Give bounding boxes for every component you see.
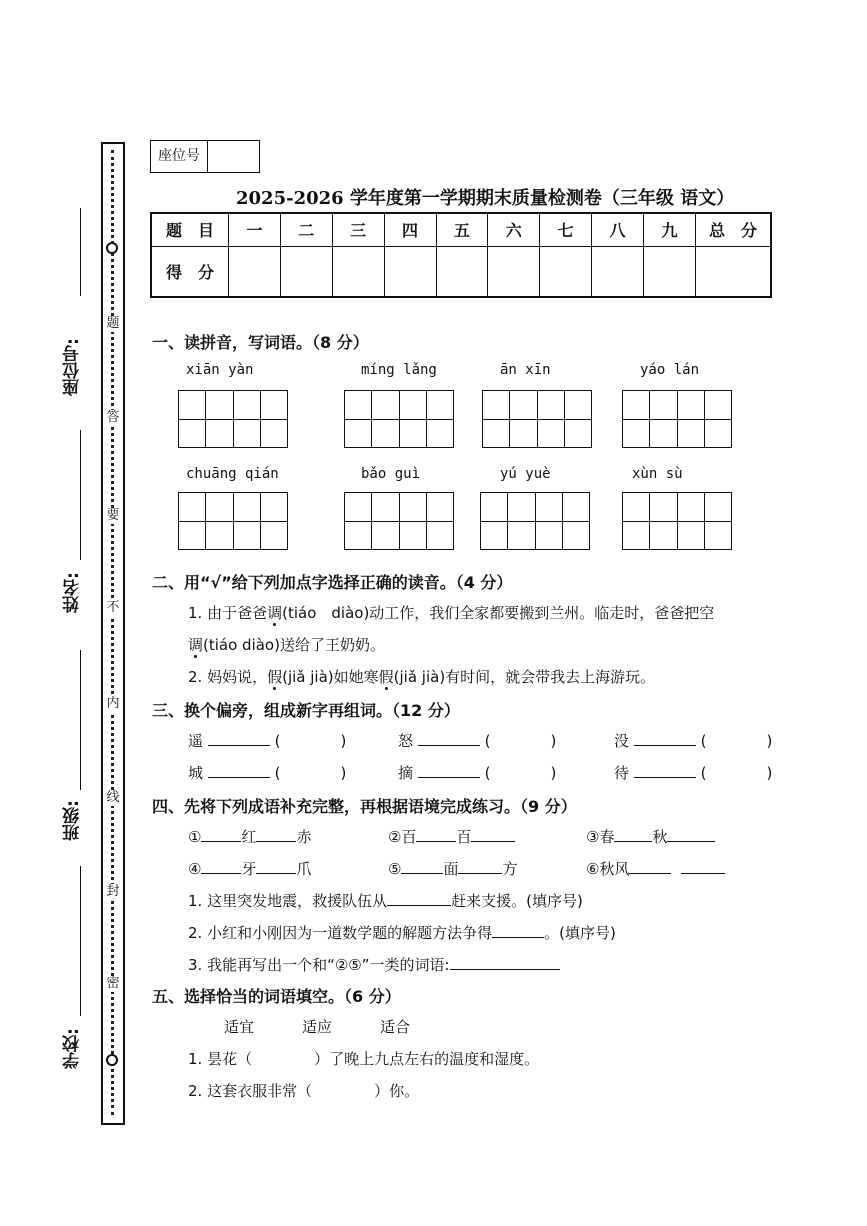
page-title: 2025-2026 学年度第一学期期末质量检测卷（三年级 语文） bbox=[236, 188, 735, 209]
sec3-blank-3[interactable] bbox=[634, 745, 696, 746]
sec3-paren-close-1: ) bbox=[340, 732, 347, 750]
sec4-q2-end: 。(填序号) bbox=[544, 924, 616, 942]
sec3-paren-close-6: ) bbox=[766, 764, 773, 782]
class-label: 班级: bbox=[63, 800, 83, 841]
sec3-paren-close-4: ) bbox=[340, 764, 347, 782]
idiom-2-blank-1[interactable] bbox=[416, 841, 456, 842]
score-col-9: 九 bbox=[644, 213, 696, 246]
write-grid-1[interactable] bbox=[178, 390, 288, 448]
sec3-paren-open-5: ( bbox=[484, 764, 491, 782]
strip-char-xian: 线 bbox=[104, 790, 122, 806]
sec3-paren-open-2: ( bbox=[484, 732, 491, 750]
write-grid-2[interactable] bbox=[344, 390, 454, 448]
sec3-blank-2[interactable] bbox=[418, 745, 480, 746]
sec2-q1-dot-char-2: 调 bbox=[188, 636, 204, 654]
score-col-4: 四 bbox=[384, 213, 436, 246]
idiom-4-char-1: 牙 bbox=[241, 860, 257, 878]
sec3-paren-open-4: ( bbox=[274, 764, 281, 782]
idiom-4 bbox=[188, 858, 311, 879]
score-col-3: 三 bbox=[332, 213, 384, 246]
word-option-2: 适应 bbox=[302, 1018, 333, 1036]
write-grid-7[interactable] bbox=[480, 492, 590, 550]
sec4-q2-text: 2. 小红和小刚因为一道数学题的解题方法争得 bbox=[188, 924, 493, 942]
idiom-3-blank-2[interactable] bbox=[667, 841, 715, 842]
write-grid-5[interactable] bbox=[178, 492, 288, 550]
seat-number-field[interactable] bbox=[208, 141, 259, 172]
sec2-q1-dot-char-1: 调 bbox=[267, 604, 283, 622]
pinyin-7: yú yuè bbox=[500, 466, 551, 482]
score-cell-1[interactable] bbox=[229, 246, 281, 297]
seat-line bbox=[80, 208, 81, 296]
sec3-paren-open-1: ( bbox=[274, 732, 281, 750]
idiom-3-char-1: 秋 bbox=[652, 828, 668, 846]
sec2-q1-part-a: 1. 由于爸爸 bbox=[188, 604, 268, 622]
score-row2-head: 得 分 bbox=[151, 246, 229, 297]
sec3-char-1: 遥 bbox=[188, 732, 204, 750]
sec3-paren-close-5: ) bbox=[550, 764, 557, 782]
sec2-q2-part-b[interactable]: (jiǎ jià)如她寒 bbox=[282, 668, 379, 686]
section-3-heading: 三、换个偏旁，组成新字再组词。（12 分） bbox=[152, 701, 460, 720]
sec4-q2-blank[interactable] bbox=[492, 937, 544, 938]
score-cell-4[interactable] bbox=[384, 246, 436, 297]
score-col-5: 五 bbox=[436, 213, 488, 246]
score-col-2: 二 bbox=[280, 213, 332, 246]
write-grid-8[interactable] bbox=[622, 492, 732, 550]
score-cell-total[interactable] bbox=[696, 246, 772, 297]
sec2-q1-part-c[interactable]: (tiáo diào)送给了王奶奶。 bbox=[203, 636, 385, 654]
sec3-blank-5[interactable] bbox=[418, 777, 480, 778]
score-col-6: 六 bbox=[488, 213, 540, 246]
section-5-heading: 五、选择恰当的词语填空。（6 分） bbox=[152, 987, 401, 1006]
sec4-q3-text: 3. 我能再写出一个和“②⑤”一类的词语: bbox=[188, 956, 450, 974]
score-col-8: 八 bbox=[592, 213, 644, 246]
idiom-5-num: ⑤ bbox=[388, 860, 402, 878]
idiom-6-num: ⑥秋风 bbox=[586, 860, 630, 878]
idiom-3 bbox=[586, 826, 715, 847]
idiom-5-blank-1[interactable] bbox=[401, 873, 443, 874]
idiom-4-char-2: 爪 bbox=[296, 860, 312, 878]
idiom-1-num: ① bbox=[188, 828, 202, 846]
name-label: 姓名: bbox=[63, 572, 83, 613]
name-line bbox=[80, 430, 81, 560]
idiom-3-blank-1[interactable] bbox=[614, 841, 652, 842]
sec4-q2 bbox=[188, 922, 616, 943]
sec3-item-3 bbox=[614, 730, 772, 751]
sec3-paren-open-3: ( bbox=[700, 732, 707, 750]
sec3-char-2: 怒 bbox=[398, 732, 414, 750]
idiom-1-char-2: 赤 bbox=[296, 828, 312, 846]
idiom-1-blank-1[interactable] bbox=[201, 841, 241, 842]
seat-label: 座位号: bbox=[63, 338, 83, 396]
word-option-1: 适宜 bbox=[224, 1018, 255, 1036]
score-row1-head: 题 目 bbox=[151, 213, 229, 246]
class-line bbox=[80, 650, 81, 790]
write-grid-4[interactable] bbox=[622, 390, 732, 448]
sec5-q1-part-b: ）了晚上九点左右的温度和湿度。 bbox=[314, 1050, 540, 1068]
idiom-5 bbox=[388, 858, 517, 879]
score-col-1: 一 bbox=[229, 213, 281, 246]
score-table bbox=[150, 212, 772, 298]
score-cell-5[interactable] bbox=[436, 246, 488, 297]
idiom-5-char-1: 面 bbox=[443, 860, 459, 878]
write-grid-6[interactable] bbox=[344, 492, 454, 550]
sec4-q1-text: 1. 这里突发地震，救援队伍从 bbox=[188, 892, 388, 910]
idiom-4-num: ④ bbox=[188, 860, 202, 878]
idiom-3-num: ③春 bbox=[586, 828, 615, 846]
pinyin-3: ān xīn bbox=[500, 362, 551, 378]
sec4-q1 bbox=[188, 890, 583, 911]
sec3-paren-close-3: ) bbox=[766, 732, 773, 750]
section-1-heading: 一、读拼音，写词语。（8 分） bbox=[152, 333, 369, 352]
sec3-paren-close-2: ) bbox=[550, 732, 557, 750]
pinyin-6: bǎo guì bbox=[361, 466, 421, 482]
idiom-6-blank-1[interactable] bbox=[629, 873, 671, 874]
strip-char-nei: 内 bbox=[104, 696, 122, 712]
idiom-1-blank-2[interactable] bbox=[256, 841, 296, 842]
sec3-item-5 bbox=[398, 762, 556, 783]
section-4-heading: 四、先将下列成语补充完整，再根据语境完成练习。（9 分） bbox=[152, 797, 577, 816]
idiom-5-blank-2[interactable] bbox=[458, 873, 502, 874]
sec3-blank-4[interactable] bbox=[208, 777, 270, 778]
idiom-2-blank-2[interactable] bbox=[471, 841, 515, 842]
strip-char-mi: 密 bbox=[104, 976, 122, 992]
score-cell-7[interactable] bbox=[540, 246, 592, 297]
score-cell-2[interactable] bbox=[280, 246, 332, 297]
idiom-4-blank-1[interactable] bbox=[201, 873, 241, 874]
sec3-item-4 bbox=[188, 762, 346, 783]
seat-number-label: 座位号 bbox=[151, 141, 208, 172]
sec4-q3 bbox=[188, 954, 560, 975]
sec3-item-1 bbox=[188, 730, 346, 751]
pinyin-5: chuāng qián bbox=[186, 466, 279, 482]
strip-circle-top bbox=[106, 242, 118, 254]
sec4-q1-blank[interactable] bbox=[387, 905, 451, 906]
score-col-total: 总 分 bbox=[696, 213, 772, 246]
score-cell-8[interactable] bbox=[592, 246, 644, 297]
idiom-1 bbox=[188, 826, 311, 847]
pinyin-8: xùn sù bbox=[632, 466, 683, 482]
strip-char-ti: 题 bbox=[104, 316, 122, 332]
strip-char-da: 答 bbox=[104, 410, 122, 426]
idiom-4-blank-2[interactable] bbox=[256, 873, 296, 874]
write-grid-3[interactable] bbox=[482, 390, 592, 448]
sec2-q2-part-a: 2. 妈妈说， bbox=[188, 668, 268, 686]
sec2-q1-line2 bbox=[188, 634, 385, 655]
pinyin-1: xiān yàn bbox=[186, 362, 254, 378]
sec2-q2 bbox=[188, 666, 655, 687]
sec2-q2-dot-char-1: 假 bbox=[267, 668, 283, 686]
pinyin-2: míng lǎng bbox=[361, 362, 437, 378]
score-cell-6[interactable] bbox=[488, 246, 540, 297]
strip-char-bu: 不 bbox=[104, 600, 122, 616]
idiom-6 bbox=[586, 858, 725, 879]
strip-char-feng: 封 bbox=[104, 884, 122, 900]
sec3-item-6 bbox=[614, 762, 772, 783]
sec5-q2 bbox=[188, 1080, 419, 1101]
score-col-7: 七 bbox=[540, 213, 592, 246]
strip-dotted-line bbox=[111, 150, 118, 1115]
sec3-blank-1[interactable] bbox=[208, 745, 270, 746]
school-line bbox=[80, 866, 81, 1016]
word-option-3: 适合 bbox=[380, 1018, 411, 1036]
sec4-q1-end: 赶来支援。(填序号) bbox=[451, 892, 583, 910]
sec5-q2-part-b: ）你。 bbox=[374, 1082, 420, 1100]
sec4-q3-blank[interactable] bbox=[450, 969, 560, 970]
sec2-q2-part-c[interactable]: (jiǎ jià)有时间，就会带我去上海游玩。 bbox=[393, 668, 656, 686]
seat-number-box bbox=[150, 140, 260, 173]
sec3-paren-open-6: ( bbox=[700, 764, 707, 782]
sec5-q1 bbox=[188, 1048, 539, 1069]
sec3-item-2 bbox=[398, 730, 556, 751]
sec3-char-3: 没 bbox=[614, 732, 630, 750]
idiom-2-num: ②百 bbox=[388, 828, 417, 846]
score-cell-9[interactable] bbox=[644, 246, 696, 297]
sec5-q2-part-a: 2. 这套衣服非常（ bbox=[188, 1082, 313, 1100]
strip-char-yao: 要 bbox=[104, 508, 122, 524]
score-cell-3[interactable] bbox=[332, 246, 384, 297]
idiom-6-blank-2[interactable] bbox=[681, 873, 725, 874]
sec5-q1-part-a: 1. 昙花（ bbox=[188, 1050, 253, 1068]
sec3-char-5: 摘 bbox=[398, 764, 414, 782]
pinyin-4: yáo lán bbox=[640, 362, 700, 378]
sec3-char-6: 待 bbox=[614, 764, 630, 782]
school-label: 学校: bbox=[63, 1028, 83, 1069]
idiom-5-char-2: 方 bbox=[502, 860, 518, 878]
sec2-q1-part-b[interactable]: (tiáo diào)动工作，我们全家都要搬到兰州。临走时，爸爸把空 bbox=[282, 604, 715, 622]
sec3-char-4: 城 bbox=[188, 764, 204, 782]
sec3-blank-6[interactable] bbox=[634, 777, 696, 778]
idiom-2 bbox=[388, 826, 515, 847]
sec2-q2-dot-char-2: 假 bbox=[378, 668, 394, 686]
idiom-1-char-1: 红 bbox=[241, 828, 257, 846]
strip-circle-bottom bbox=[106, 1054, 118, 1066]
section-2-heading: 二、用“√”给下列加点字选择正确的读音。（4 分） bbox=[152, 573, 513, 592]
sec2-q1-line1 bbox=[188, 602, 714, 623]
idiom-2-char-1: 百 bbox=[456, 828, 472, 846]
